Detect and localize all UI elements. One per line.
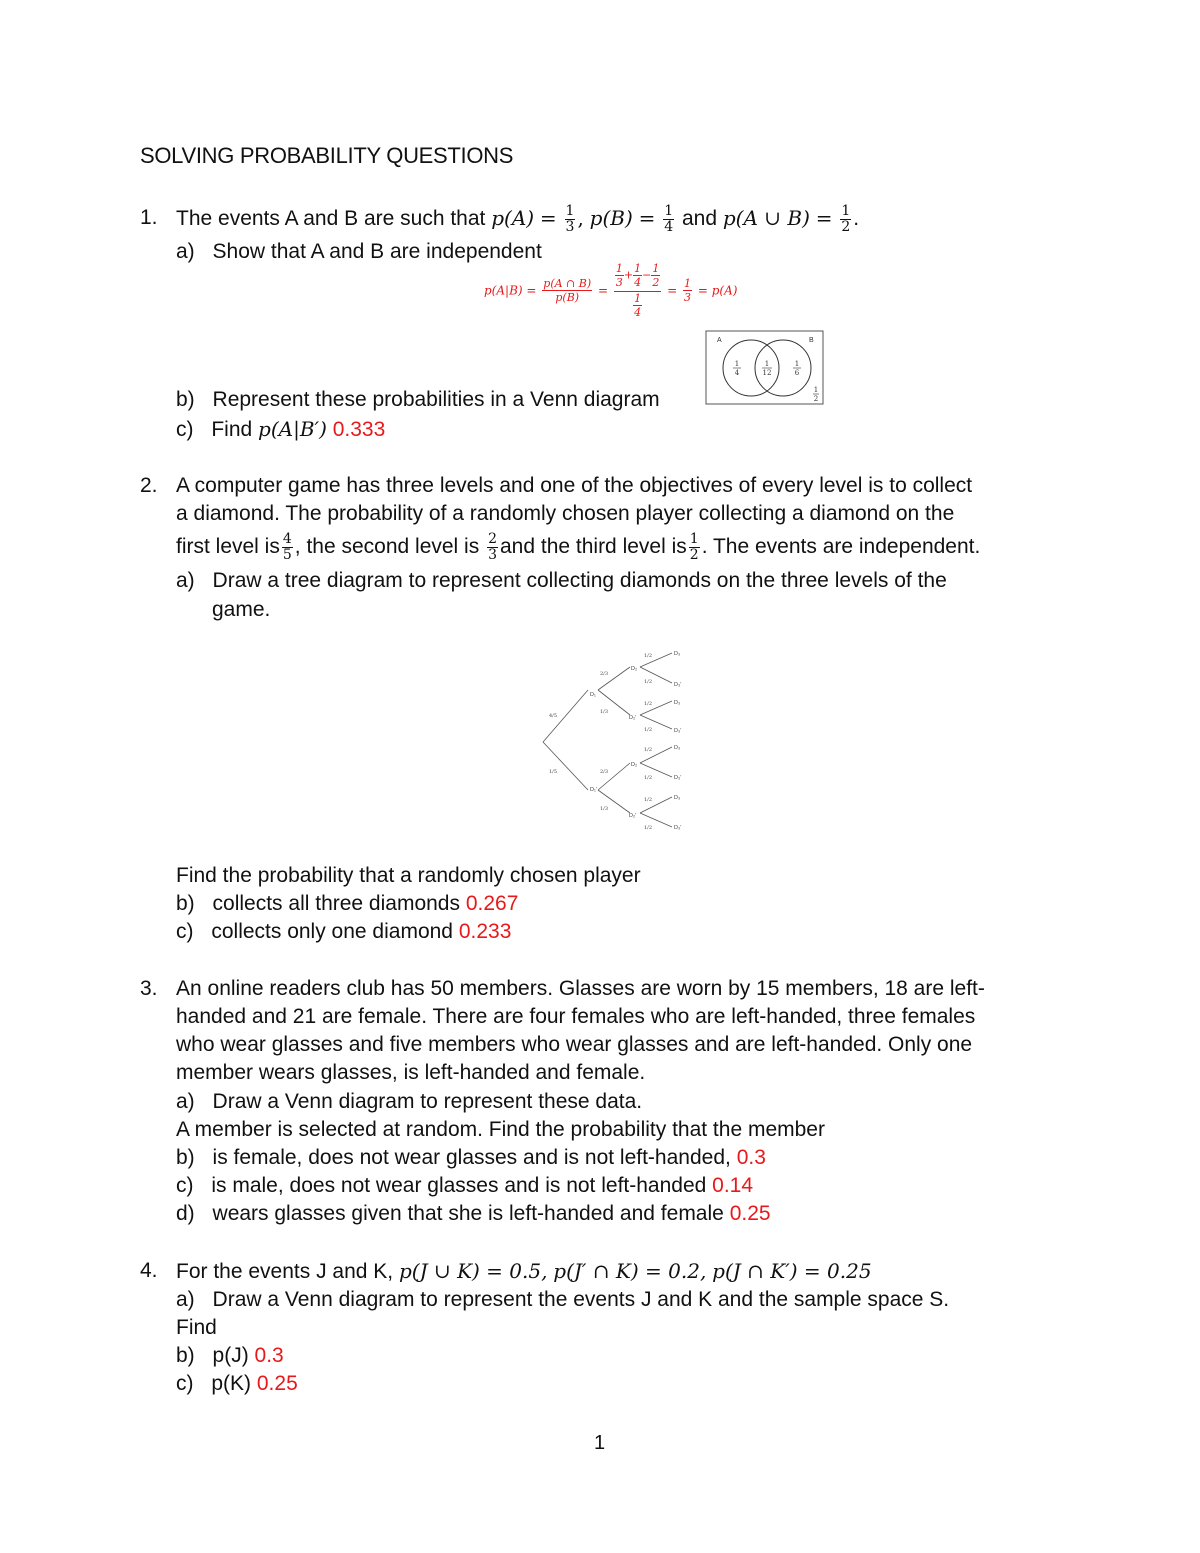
q2a-line2: game. — [212, 598, 271, 621]
q4c-label: c) — [176, 1372, 194, 1395]
tree-node-d2-prime-b: D₂′ — [629, 813, 637, 819]
q1-number: 1. — [140, 206, 158, 229]
tree-leaf-6: D₃′ — [674, 775, 682, 781]
working-denominator: p(B) — [555, 291, 580, 304]
q2b-answer: 0.267 — [465, 892, 519, 915]
tree-prob-2-3-b: 2/3 — [599, 769, 609, 775]
tree-prob-half-4: 1/2 — [643, 727, 653, 733]
tree-node-d2-prime-a: D₂′ — [629, 715, 637, 721]
q1b — [176, 386, 660, 414]
q1a-label: a) — [176, 240, 195, 263]
working-numerator: p(A ∩ B) — [543, 277, 592, 290]
venn-both-num: 1 — [764, 360, 770, 368]
q4b-answer: 0.3 — [254, 1344, 284, 1367]
q2-line3b: , the second level is — [294, 535, 480, 559]
working-compound-fraction: $\frac{1}{3}$ + $\frac{1}{4}$ − $\frac{1}{2}$ $\frac{1}{4}$ — [615, 262, 660, 319]
q2b-text: collects all three diamonds — [212, 892, 460, 915]
q3a — [176, 1088, 642, 1116]
q4a-text: Draw a Venn diagram to represent the events J and K and the sample space S. — [212, 1288, 950, 1311]
tree-prob-1-3-a: 1/3 — [599, 709, 609, 715]
q4-expr1: p(J ∪ K) = 0.5, — [398, 1259, 548, 1283]
tree-prob-1-3-b: 1/3 — [599, 806, 609, 812]
q3-number: 3. — [140, 977, 158, 1000]
q1-line — [140, 204, 158, 232]
q2-line3a: first level is — [176, 535, 280, 559]
fraction-one-half: $\frac{1}{2}$ — [841, 203, 851, 235]
tree-prob-2-3-a: 2/3 — [599, 671, 609, 677]
venn-only-b-den: 6 — [794, 369, 800, 377]
q4-intro: For the events J and K, — [176, 1260, 394, 1283]
tree-leaf-7: D₃ — [674, 795, 681, 801]
q4-expr2: p(J′ ∩ K) = 0.2, — [553, 1259, 707, 1283]
venn-only-b-num: 1 — [794, 360, 800, 368]
q2-number: 2. — [140, 474, 158, 497]
q4a-label: a) — [176, 1288, 195, 1311]
page-title: SOLVING PROBABILITY QUESTIONS — [140, 143, 514, 168]
venn-outside-num: 1 — [813, 386, 819, 394]
q1-venn-diagram — [705, 330, 825, 406]
q2a-label: a) — [176, 569, 195, 592]
q1c-answer: 0.333 — [332, 418, 386, 441]
q1b-text: Represent these probabilities in a Venn diagram — [212, 388, 660, 411]
venn-only-a-den: 4 — [734, 369, 740, 377]
tree-prob-half-6: 1/2 — [643, 775, 653, 781]
tree-prob-half-8: 1/2 — [643, 825, 653, 831]
q4b — [176, 1342, 284, 1370]
q2-line3d: . The events are independent. — [701, 535, 981, 559]
tree-prob-half-2: 1/2 — [643, 679, 653, 685]
venn-both-den: 12 — [762, 369, 772, 377]
q3c-answer: 0.14 — [712, 1174, 754, 1197]
fraction-two-thirds: $\frac{2}{3}$ — [488, 531, 497, 563]
q3-line4: member wears glasses, is left-handed and female. — [176, 1061, 646, 1084]
tree-node-d1-prime: D₁′ — [590, 787, 597, 793]
q4a — [176, 1286, 949, 1314]
page-number: 1 — [594, 1432, 606, 1454]
tree-prob-4-5: 4/5 — [548, 713, 558, 719]
tree-leaf-8: D₃′ — [674, 825, 682, 831]
q3-line2: handed and 21 are female. There are four females who are left-handed, three females — [176, 1005, 976, 1028]
venn-label-b: B — [809, 337, 814, 344]
q1-pAuB: p(A ∪ B) — [722, 206, 810, 231]
q4b-label: b) — [176, 1344, 195, 1367]
q3b-text: is female, does not wear glasses and is not left-handed, — [212, 1146, 731, 1169]
q1c-text: Find — [211, 418, 253, 441]
fraction-one-half-level3: $\frac{1}{2}$ — [689, 531, 699, 563]
q2-find: Find the probability that a randomly chosen player — [176, 864, 641, 887]
q2b — [176, 890, 518, 918]
q1b-label: b) — [176, 388, 195, 411]
tree-leaf-5: D₃ — [674, 745, 681, 751]
tree-prob-1-5: 1/5 — [548, 769, 558, 775]
fraction-one-quarter: $\frac{1}{4}$ — [664, 203, 674, 235]
tree-prob-half-1: 1/2 — [643, 653, 653, 659]
q2a — [176, 567, 947, 595]
q3b-label: b) — [176, 1146, 195, 1169]
q2a-line1: Draw a tree diagram to represent collecting diamonds on the three levels of the — [212, 569, 947, 592]
q2c-text: collects only one diamond — [211, 920, 453, 943]
q3b-answer: 0.3 — [736, 1146, 766, 1169]
tree-prob-half-3: 1/2 — [643, 701, 653, 707]
tree-leaf-4: D₃′ — [674, 728, 682, 734]
working-lhs: p(A|B) = — [484, 283, 537, 298]
q1c-label: c) — [176, 418, 194, 441]
q1c-expression: p(A|B′) — [258, 417, 327, 441]
q2-line3 — [176, 532, 980, 563]
q2-line2: a diamond. The probability of a randomly chosen player collecting a diamond on the — [176, 502, 955, 525]
q3d-label: d) — [176, 1202, 195, 1225]
q3a-text: Draw a Venn diagram to represent these data. — [212, 1090, 643, 1113]
q1c — [176, 415, 385, 444]
q2c-label: c) — [176, 920, 194, 943]
q4c — [176, 1370, 298, 1398]
tree-node-d2-b: D₂ — [631, 762, 638, 768]
q3c-label: c) — [176, 1174, 194, 1197]
q2c-answer: 0.233 — [458, 920, 512, 943]
q3-line3: who wear glasses and five members who wear glasses and are left-handed. Only one — [176, 1033, 973, 1056]
q1a-text: Show that A and B are independent — [212, 240, 542, 263]
q3-line1: An online readers club has 50 members. Glasses are worn by 15 members, 18 are left- — [176, 977, 985, 1000]
q2-line1: A computer game has three levels and one of the objectives of every level is to collect — [176, 474, 973, 497]
tree-node-d2-a: D₂ — [631, 666, 638, 672]
q1-statement: The events A and B are such that p(A) = $\frac{1}{3}$ , p(B) = $\frac{1}{4}$ and p(A ∪ B) = $\frac{1}{2}$ . — [176, 203, 860, 235]
tree-node-d1: D₁ — [590, 692, 596, 698]
q1-pB: p(B) — [589, 206, 633, 231]
q4c-text: p(K) — [211, 1372, 252, 1395]
working-result-fraction: $\frac{1}{3}$ — [684, 277, 692, 304]
fraction-one-third: $\frac{1}{3}$ — [565, 203, 575, 235]
venn-label-a: A — [717, 337, 722, 344]
venn-only-a-num: 1 — [734, 360, 740, 368]
tree-leaf-1: D₃ — [674, 651, 681, 657]
fraction-four-fifths: $\frac{4}{5}$ — [282, 531, 292, 563]
q1-working: p(A|B) = $\frac{p(A \cap B)}{p(B)}$ = $\frac{1}{3}$ + $\frac{1}{4}$ − $\frac{1}{2}$ $\frac{1}{4}$ = $\frac{1}{3}$ = p(A) — [484, 262, 738, 319]
q4-statement — [176, 1257, 872, 1286]
q4-find: Find — [176, 1316, 217, 1339]
q3d — [176, 1200, 771, 1228]
q4-expr3: p(J ∩ K′) = 0.25 — [712, 1259, 872, 1283]
q3c-text: is male, does not wear glasses and is not left-handed — [211, 1174, 707, 1197]
q2-line3c: and the third level is — [499, 535, 687, 559]
tree-leaf-2: D₃′ — [674, 682, 682, 688]
venn-outside-den: 2 — [813, 395, 819, 403]
q2b-label: b) — [176, 892, 195, 915]
tree-leaf-3: D₃ — [674, 700, 681, 706]
q3b — [176, 1144, 766, 1172]
working-rhs: = p(A) — [697, 283, 738, 298]
q1-intro: The events A and B are such that — [176, 207, 486, 231]
q1-and: and — [681, 207, 718, 231]
q2-tree-diagram — [540, 645, 690, 835]
q4-number: 4. — [140, 1259, 158, 1282]
tree-prob-half-5: 1/2 — [643, 747, 653, 753]
q2c — [176, 918, 511, 946]
q1-pA: p(A) — [491, 206, 535, 231]
q3d-text: wears glasses given that she is left-handed and female — [212, 1202, 724, 1225]
q4b-text: p(J) — [212, 1344, 249, 1367]
q3c — [176, 1172, 753, 1200]
tree-prob-half-7: 1/2 — [643, 797, 653, 803]
working-fraction — [542, 277, 592, 304]
q3a-label: a) — [176, 1090, 195, 1113]
q3-select: A member is selected at random. Find the probability that the member — [176, 1118, 825, 1141]
q4c-answer: 0.25 — [256, 1372, 298, 1395]
q3d-answer: 0.25 — [729, 1202, 771, 1225]
